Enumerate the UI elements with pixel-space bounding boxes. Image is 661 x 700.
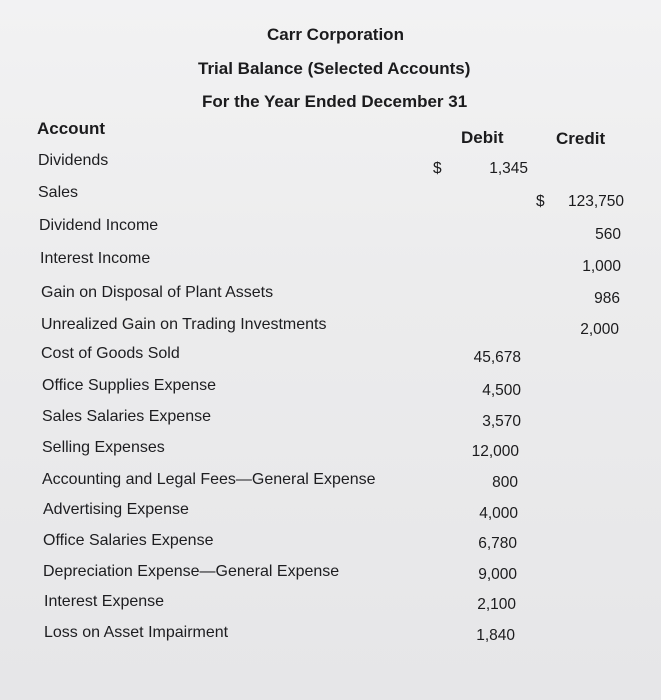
account-name: Accounting and Legal Fees—General Expense	[42, 471, 376, 488]
account-name: Interest Income	[40, 250, 151, 267]
account-name: Sales Salaries Expense	[42, 408, 211, 425]
debit-amount: 12,000	[471, 443, 519, 460]
credit-dollar-sign: $	[536, 193, 545, 210]
company-name: Carr Corporation	[267, 25, 404, 44]
report-period: For the Year Ended December 31	[202, 92, 468, 111]
account-name: Selling Expenses	[42, 439, 165, 456]
debit-amount: 1,345	[489, 160, 528, 177]
account-name: Depreciation Expense—General Expense	[43, 563, 340, 580]
report-title: Trial Balance (Selected Accounts)	[198, 59, 471, 78]
account-name: Gain on Disposal of Plant Assets	[41, 284, 274, 301]
debit-amount: 9,000	[478, 566, 517, 583]
credit-amount: 123,750	[567, 193, 624, 210]
credit-amount: 560	[595, 226, 621, 243]
debit-dollar-sign: $	[433, 160, 442, 177]
account-name: Unrealized Gain on Trading Investments	[41, 316, 327, 333]
debit-amount: 4,500	[482, 382, 521, 399]
credit-amount: 986	[594, 290, 620, 307]
debit-amount: 6,780	[478, 535, 517, 552]
account-name: Office Salaries Expense	[43, 532, 214, 549]
account-name: Cost of Goods Sold	[41, 345, 180, 362]
account-name: Dividend Income	[39, 217, 159, 234]
debit-amount: 1,840	[476, 627, 515, 644]
account-column-header: Account	[37, 119, 105, 138]
account-name: Dividends	[38, 152, 109, 169]
debit-amount: 3,570	[482, 413, 521, 430]
credit-amount: 1,000	[582, 258, 621, 275]
credit-column-header: Credit	[556, 129, 606, 148]
debit-amount: 2,100	[477, 596, 516, 613]
account-name: Loss on Asset Impairment	[44, 624, 229, 641]
debit-amount: 4,000	[479, 505, 518, 522]
debit-column-header: Debit	[461, 128, 504, 147]
account-name: Interest Expense	[44, 593, 165, 610]
account-name: Office Supplies Expense	[42, 377, 217, 394]
debit-amount: 800	[492, 474, 518, 491]
credit-amount: 2,000	[580, 321, 619, 338]
account-name: Sales	[38, 184, 79, 201]
account-name: Advertising Expense	[43, 501, 189, 518]
debit-amount: 45,678	[473, 349, 521, 366]
